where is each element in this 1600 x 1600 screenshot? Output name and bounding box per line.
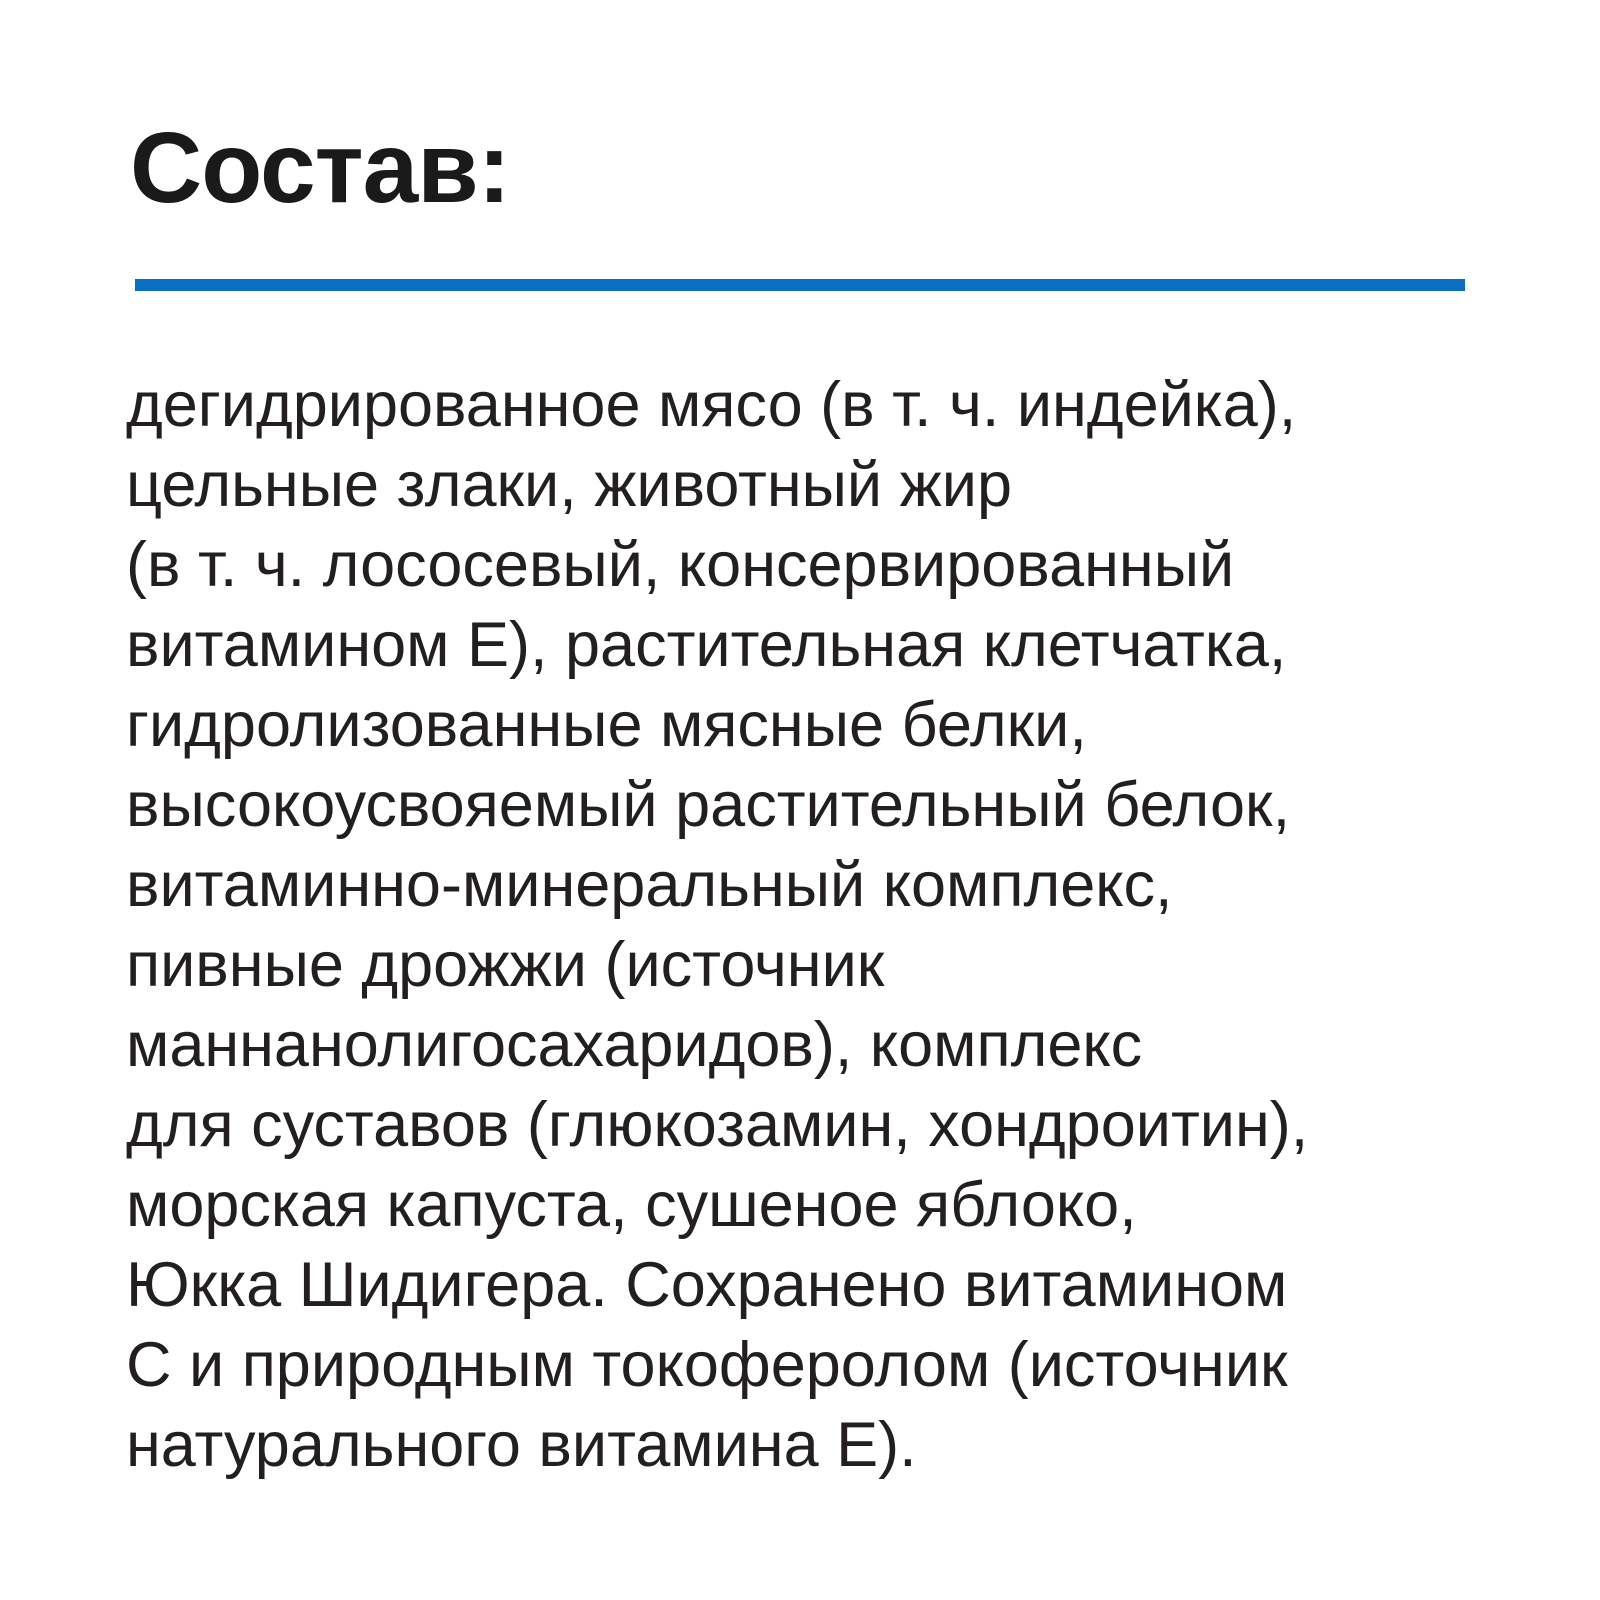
composition-line: гидролизованные мясные белки, bbox=[126, 690, 1087, 760]
composition-line: витаминно-минеральный комплекс, bbox=[126, 850, 1173, 920]
composition-line: морская капуста, сушеное яблоко, bbox=[126, 1170, 1137, 1240]
composition-line: цельные злаки, животный жир bbox=[126, 450, 1012, 520]
composition-line: Юкка Шидигера. Сохранено витамином bbox=[126, 1250, 1288, 1320]
composition-line: пивные дрожжи (источник bbox=[126, 930, 885, 1000]
composition-line: С и природным токоферолом (источник bbox=[126, 1330, 1288, 1400]
composition-line: для суставов (глюкозамин, хондроитин), bbox=[126, 1090, 1309, 1160]
title-divider bbox=[135, 279, 1465, 291]
composition-line: витамином Е), растительная клетчатка, bbox=[126, 610, 1287, 680]
composition-line: высокоусвояемый растительный белок, bbox=[126, 770, 1291, 840]
page-title: Состав: bbox=[130, 112, 510, 224]
composition-line: (в т. ч. лососевый, консервированный bbox=[126, 530, 1235, 600]
composition-text bbox=[126, 365, 1526, 1485]
composition-line: дегидрированное мясо (в т. ч. индейка), bbox=[126, 370, 1297, 440]
composition-line: маннанолигосахаридов), комплекс bbox=[126, 1010, 1143, 1080]
composition-line: натурального витамина Е). bbox=[126, 1410, 917, 1480]
